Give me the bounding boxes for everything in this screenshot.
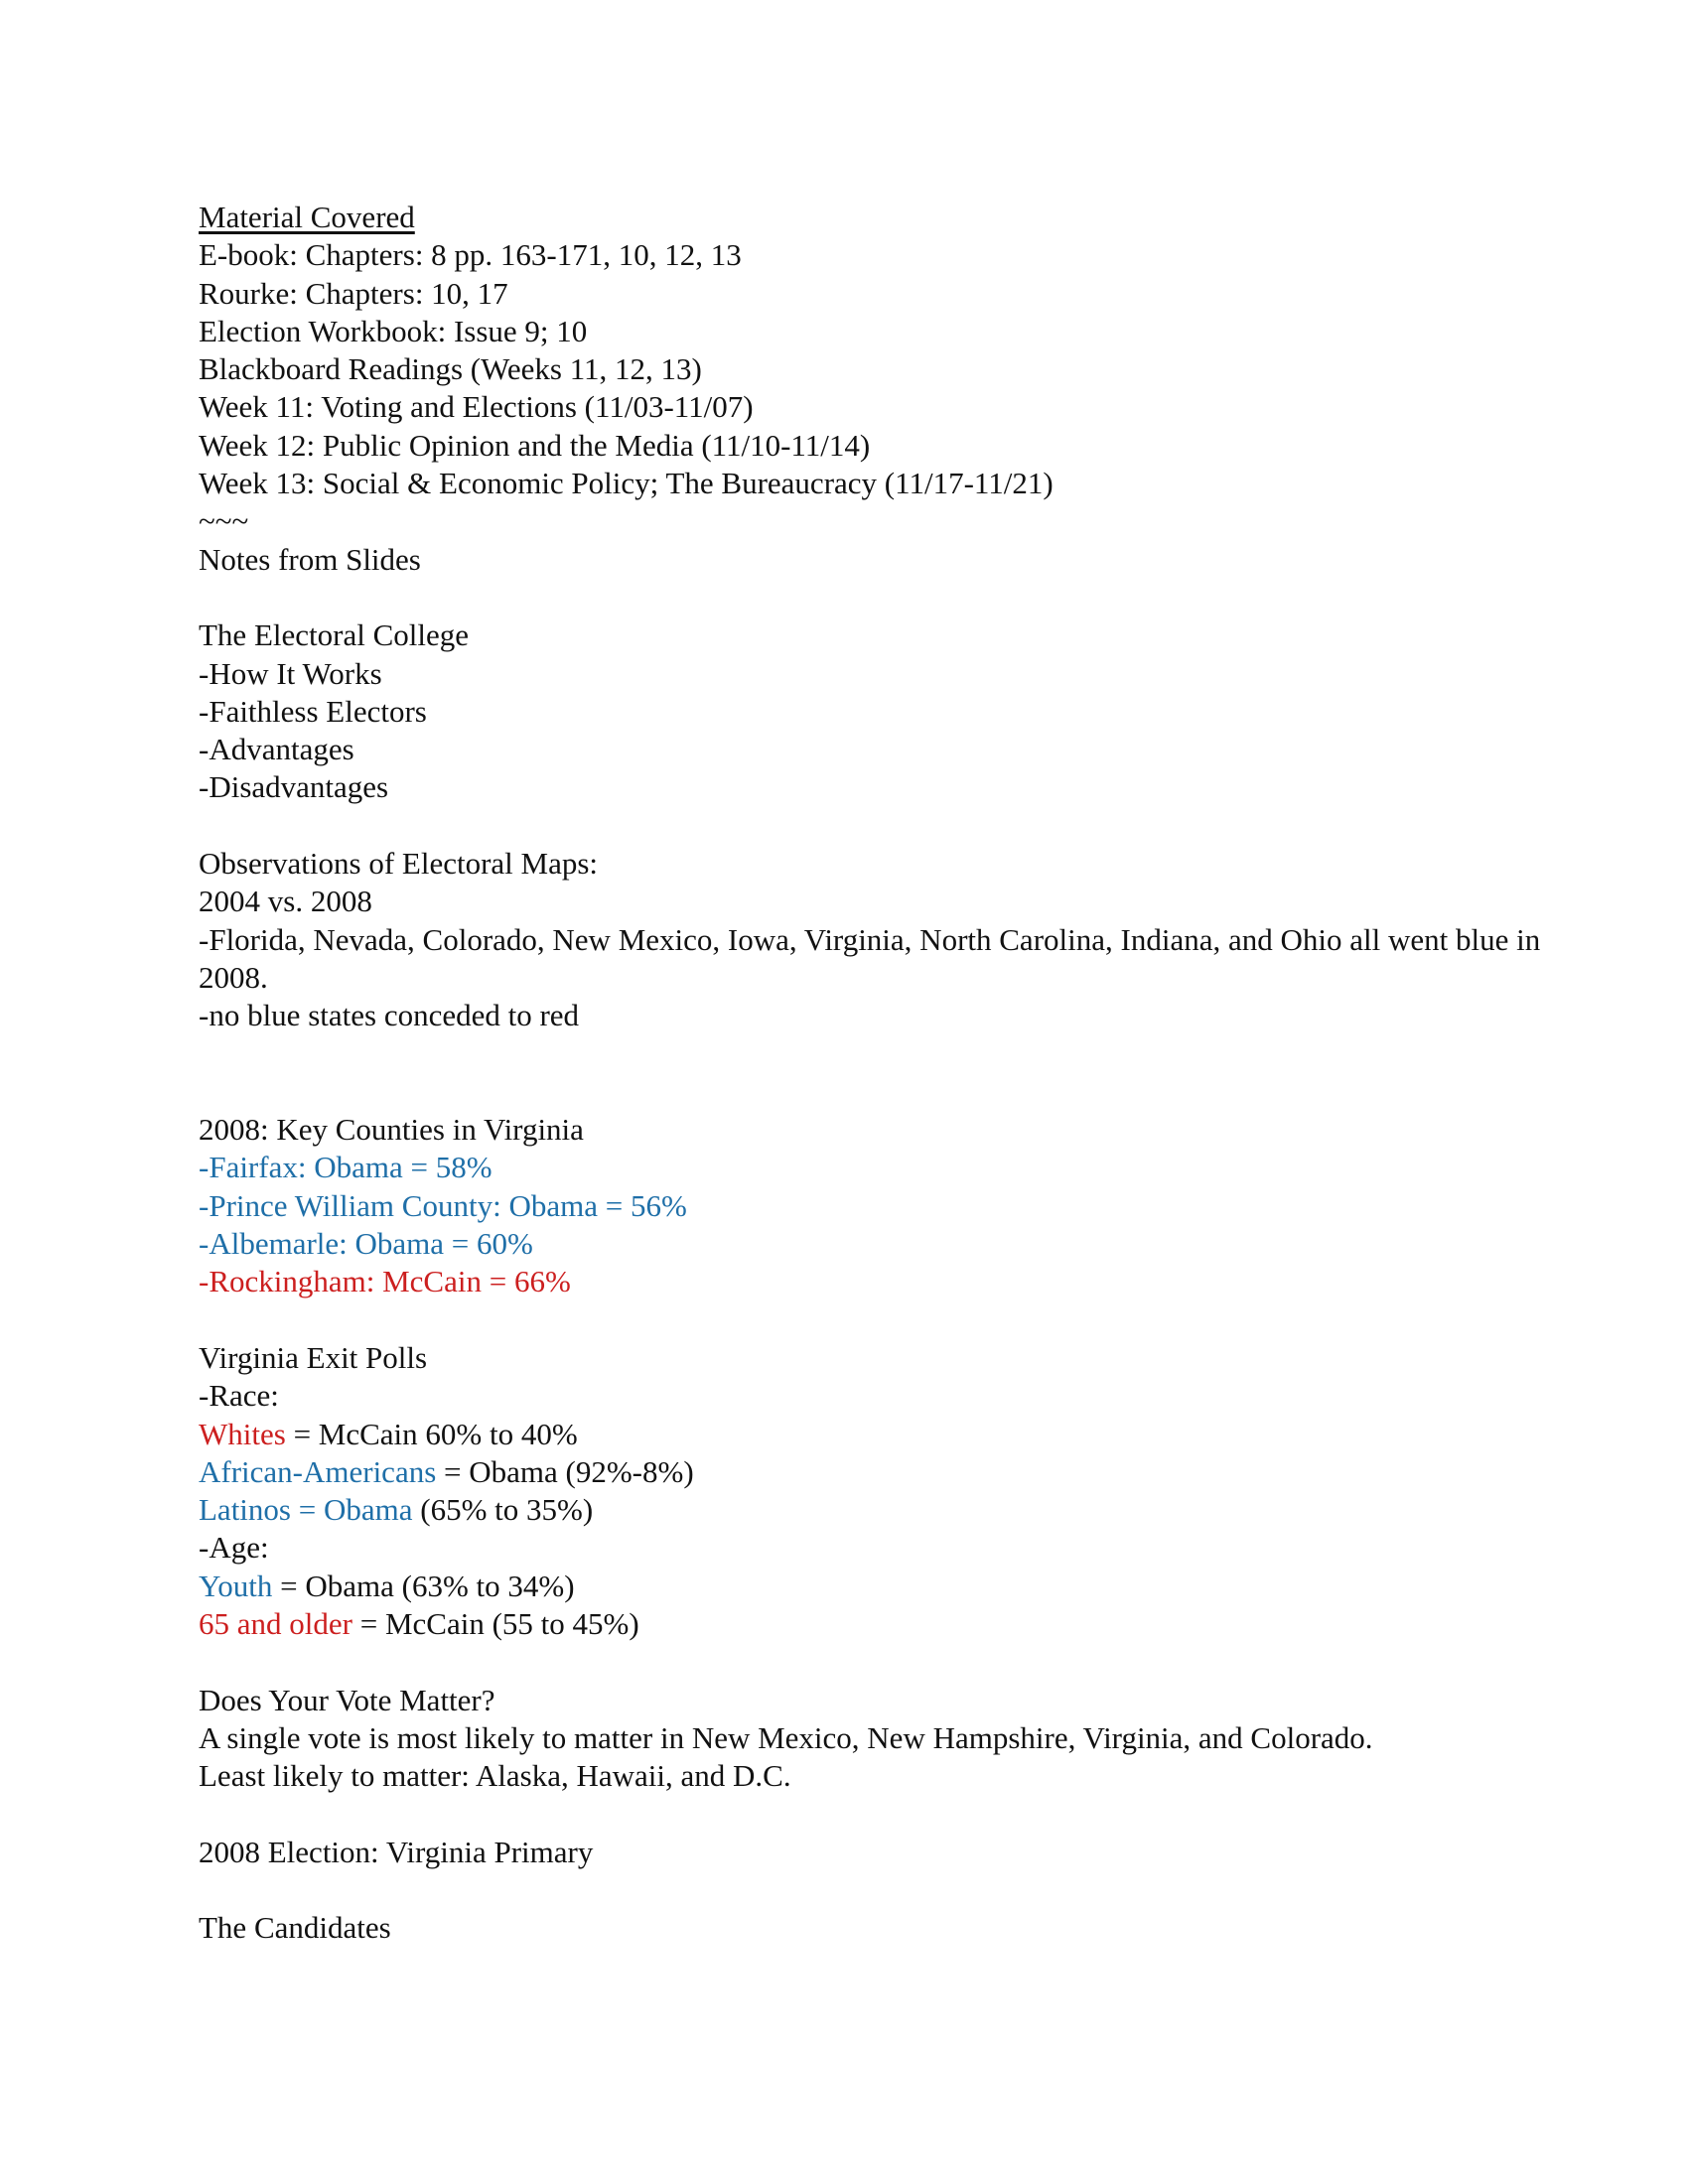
exit-poll-african-americans [199, 1453, 1589, 1491]
group-label: Latinos = Obama [199, 1492, 413, 1528]
county-albemarle: -Albemarle: Obama = 60% [199, 1226, 533, 1262]
result-text: = McCain 60% to 40% [285, 1416, 578, 1451]
county-prince-william: -Prince William County: Obama = 56% [199, 1187, 687, 1223]
county-fairfax: -Fairfax: Obama = 58% [199, 1150, 492, 1185]
spacer [199, 1073, 1589, 1111]
material-line-week-13: Week 13: Social & Economic Policy; The Bureaucracy (11/17-11/21) [199, 466, 1054, 501]
maps-title: Observations of Electoral Maps: [199, 846, 599, 882]
material-line-week-11: Week 11: Voting and Elections (11/03-11/07) [199, 389, 754, 425]
result-text: (65% to 35%) [412, 1492, 594, 1528]
spacer [199, 579, 1589, 616]
primary-title: 2008 Election: Virginia Primary [199, 1834, 594, 1869]
counties-title: 2008: Key Counties in Virginia [199, 1112, 584, 1148]
spacer [199, 1795, 1589, 1833]
spacer [199, 1871, 1589, 1909]
result-text: = Obama (63% to 34%) [272, 1568, 575, 1603]
exit-poll-youth [199, 1568, 1589, 1605]
electoral-college-item: -How It Works [199, 655, 382, 691]
vote-matter-title: Does Your Vote Matter? [199, 1682, 495, 1717]
maps-subtitle: 2004 vs. 2008 [199, 884, 372, 919]
material-line-blackboard: Blackboard Readings (Weeks 11, 12, 13) [199, 351, 702, 387]
spacer [199, 1643, 1589, 1681]
vote-matter-most: A single vote is most likely to matter in New Mexico, New Hampshire, Virginia, and Colorado. [199, 1719, 1373, 1755]
electoral-college-item: -Advantages [199, 732, 354, 767]
exit-poll-seniors [199, 1605, 1589, 1643]
spacer [199, 1035, 1589, 1073]
exit-polls-age-label: -Age: [199, 1530, 269, 1566]
spacer [199, 1301, 1589, 1339]
material-line-rourke: Rourke: Chapters: 10, 17 [199, 275, 508, 311]
result-text: = McCain (55 to 45%) [352, 1605, 639, 1641]
section-separator: ~~~ [199, 503, 249, 539]
material-line-ebook: E-book: Chapters: 8 pp. 163-171, 10, 12, 13 [199, 237, 742, 273]
exit-poll-latinos [199, 1491, 1589, 1529]
electoral-college-item: -Faithless Electors [199, 693, 427, 729]
group-label: African-Americans [199, 1453, 437, 1489]
group-label: Whites [199, 1416, 286, 1451]
result-text: = Obama (92%-8%) [436, 1453, 694, 1489]
material-heading: Material Covered [199, 200, 415, 234]
candidates-title: The Candidates [199, 1910, 391, 1946]
electoral-college-item: -Disadvantages [199, 769, 389, 805]
electoral-college-title: The Electoral College [199, 617, 469, 653]
material-line-week-12: Week 12: Public Opinion and the Media (11/10-11/14) [199, 427, 871, 463]
notes-title: Notes from Slides [199, 541, 421, 577]
group-label: 65 and older [199, 1605, 352, 1641]
material-line-workbook: Election Workbook: Issue 9; 10 [199, 313, 588, 348]
exit-polls-race-label: -Race: [199, 1378, 279, 1414]
exit-polls-title: Virginia Exit Polls [199, 1339, 428, 1375]
maps-paragraph: -Florida, Nevada, Colorado, New Mexico, Iowa, Virginia, North Carolina, Indiana, and Ohio all went blue in 2008. [199, 921, 1541, 995]
vote-matter-least: Least likely to matter: Alaska, Hawaii, and D.C. [199, 1758, 791, 1794]
group-label: Youth [199, 1568, 273, 1603]
document-page [199, 199, 1589, 1948]
maps-note: -no blue states conceded to red [199, 998, 580, 1033]
county-rockingham: -Rockingham: McCain = 66% [199, 1264, 571, 1299]
spacer [199, 807, 1589, 845]
exit-poll-whites [199, 1416, 1589, 1453]
